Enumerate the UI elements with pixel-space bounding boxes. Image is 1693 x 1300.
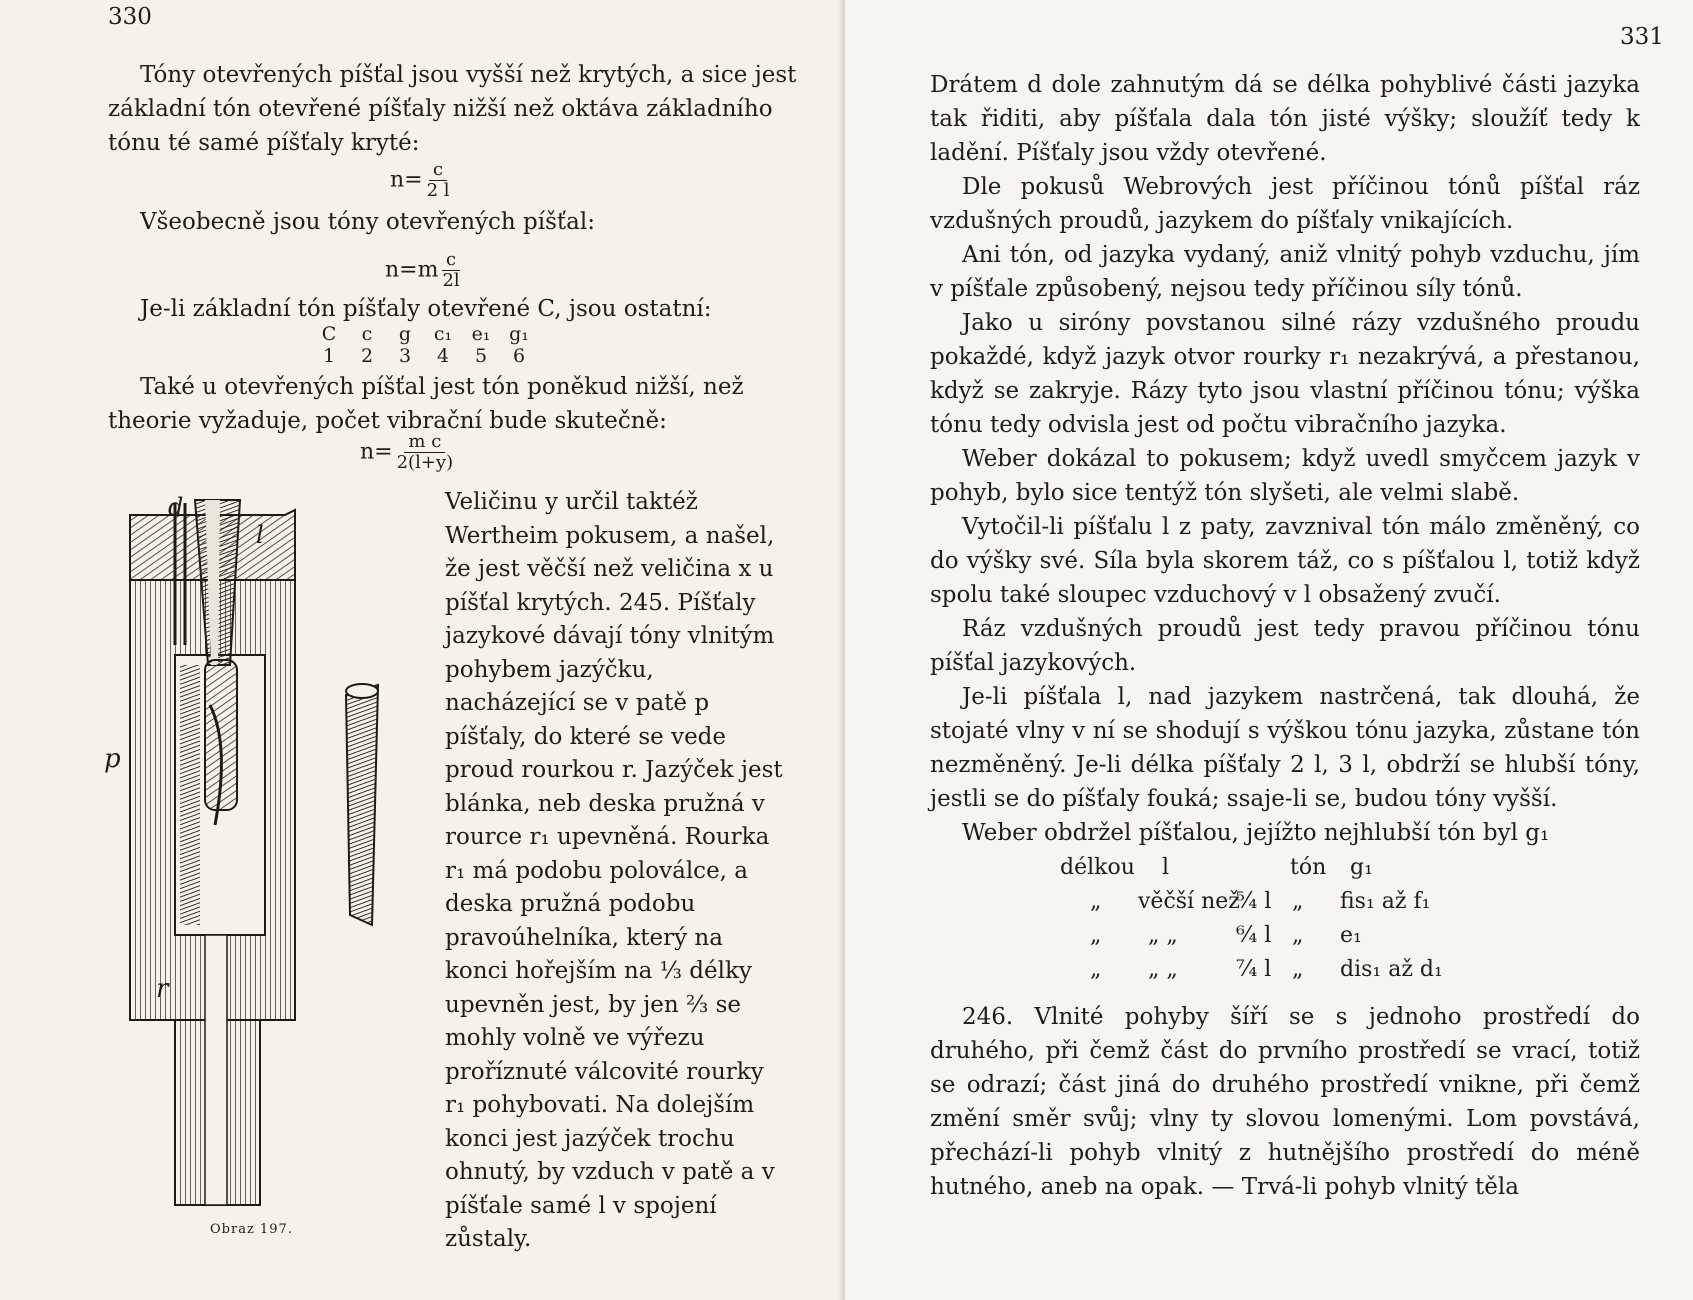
paragraph-bow-experiment: Weber dokázal to pokusem; když uvedl smyčcem jazyk v pohyb, bylo sice tentýž tón slyšeti, ale velmi slabě. — [930, 446, 1640, 506]
table-cell: ⁶⁄₄ l — [1236, 923, 1272, 948]
formula-open-pipe-fundamental — [390, 160, 454, 201]
page-number-right: 331 — [1620, 24, 1664, 50]
paragraph-246-refraction: 246. Vlnité pohyby šíří se s jednoho prostředí do druhého, při čemž část do prvního prostředí se vrací, totiž se odrazí; část jiná do druhého prostředí vnikne, při čemž změní směr svůj; vlny ty slovou lomenými. Lom povstává, přechází-li pohyb vlnitý z hutnějšího prostředí do méně hutného, aneb na opak. — Trvá-li pohyb vlnitý těla — [930, 1004, 1640, 1200]
formula-denominator: 2(l+y) — [396, 452, 454, 473]
note: c₁ — [433, 323, 453, 345]
paragraph-not-cause: Ani tón, od jazyka vydaný, aniž vlnitý pohyb vzduchu, jím v píšťale způsobený, nejsou tedy příčinou síly tónů. — [930, 242, 1640, 302]
tone-series — [310, 323, 538, 367]
table-cell: fis₁ až f₁ — [1340, 889, 1431, 914]
table-row — [930, 855, 1650, 889]
figure-label-l: l — [256, 521, 264, 549]
formula-numerator: c — [442, 250, 460, 271]
tone-series-numbers — [310, 345, 538, 367]
figure-caption: Obraz 197. — [210, 1222, 293, 1237]
table-cell: ⁷⁄₄ l — [1236, 957, 1272, 982]
table-cell: l — [1162, 855, 1170, 880]
table-cell: tón — [1290, 855, 1327, 880]
table-cell: věčší než — [1138, 889, 1240, 914]
table-row — [930, 957, 1650, 991]
paragraph-correction: Také u otevřených píšťal jest tón poněkud nižší, než theorie vyžaduje, počet vibrační bude skutečně: — [108, 374, 744, 434]
table-cell: dis₁ až d₁ — [1340, 957, 1443, 982]
figure-label-d: d — [168, 493, 184, 521]
page-number-left: 330 — [108, 4, 152, 30]
table-cell: „ — [1292, 889, 1304, 914]
formula-lhs: n=m — [385, 257, 439, 283]
paragraph-reed-pipes: Veličinu y určil taktéž Wertheim pokusem, a našel, že jest věčší než veličina x u píšťal krytých. 245. Píšťaly jazykové dávají tóny vlnitým pohybem jazýčku, nacházející se v patě p píšťaly, do které se vede proud rourkou r. Jazýček jest blánka, neb deska pružná v rource r₁ upevněná. Rourka r₁ má podobu poloválce, a deska pružná podobu pravoúhelníka, který na konci hořejším na ⅓ délky upevněn jest, by jen ⅔ se mohly volně ve výřezu proříznuté válcovité rourky r₁ pohybovati. Na dolejším konci jest jazýček trochu ohnutý, by vzduch v patě a v píšťale samé l v spojení zůstaly. — [445, 489, 783, 1252]
note: g₁ — [509, 323, 529, 345]
reed-pipe-figure — [104, 493, 450, 1225]
paragraph-weber-experiments: Dle pokusů Webrových jest příčinou tónů píšťal ráz vzdušných proudů, jazykem do píšťaly vnikajících. — [930, 174, 1640, 234]
formula-numerator: m c — [404, 432, 445, 453]
formula-lhs: n= — [390, 167, 423, 193]
harmonic-number: 1 — [322, 345, 336, 367]
table-cell: „ — [1292, 957, 1304, 982]
table-cell: „ — [1090, 957, 1102, 982]
table-cell: e₁ — [1340, 923, 1362, 948]
table-cell: „ — [1292, 923, 1304, 948]
formula-corrected — [360, 432, 457, 473]
paragraph-open-pipes: Tóny otevřených píšťal jsou vyšší než krytých, a sice jest základní tón otevřené píšťaly nižší než oktáva základního tónu té samé píšťaly kryté: — [108, 62, 797, 156]
table-cell: „ „ — [1148, 957, 1178, 982]
table-cell: g₁ — [1350, 855, 1373, 880]
table-row — [930, 889, 1650, 923]
left-page — [0, 0, 845, 1300]
harmonic-number: 5 — [474, 345, 488, 367]
table-cell: „ „ — [1148, 923, 1178, 948]
figure-label-p: p — [104, 744, 121, 774]
note: g — [398, 323, 412, 345]
table-cell: „ — [1090, 889, 1102, 914]
note: e₁ — [471, 323, 491, 345]
paragraph-weber-results: Weber obdržel píšťalou, jejížto nejhlubší tón byl g₁ — [962, 820, 1550, 846]
paragraph-general-tones: Všeobecně jsou tóny otevřených píšťal: — [140, 209, 595, 235]
formula-denominator: 2 l — [426, 180, 450, 201]
paragraph-true-cause: Ráz vzdušných proudů jest tedy pravou příčinou tónu píšťal jazykových. — [930, 616, 1640, 676]
table-cell: „ — [1090, 923, 1102, 948]
paragraph-unscrew: Vytočil-li píšťalu l z paty, zavznival tón málo změněný, co do výšky své. Síla byla skorem táž, co s píšťalou l, totiž když spolu také sloupec vzduchový v l obsažený zvučí. — [930, 514, 1640, 608]
harmonic-number: 2 — [360, 345, 374, 367]
note: C — [321, 323, 337, 345]
harmonic-number: 3 — [398, 345, 412, 367]
paragraph-sirene: Jako u siróny povstanou silné rázy vzdušného proudu pokaždé, když jazyk otvor rourky r₁ nezakrývá, a přestanou, když se zakryje. Rázy tyto jsou vlastní příčinou tónu; výška tónu tedy odvisla jest od počtu vibračního jazyka. — [930, 310, 1640, 438]
harmonic-number: 6 — [512, 345, 526, 367]
formula-numerator: c — [429, 160, 447, 181]
harmonic-number: 4 — [436, 345, 450, 367]
note: c — [361, 323, 373, 345]
table-cell: ⁵⁄₄ l — [1236, 889, 1272, 914]
formula-denominator: 2l — [442, 270, 460, 291]
paragraph-fundamental-c: Je-li základní tón píšťaly otevřené C, jsou ostatní: — [140, 296, 712, 322]
formula-general-tones — [385, 250, 464, 291]
paragraph-wire-tuning: Drátem d dole zahnutým dá se délka pohyblivé části jazyka tak řiditi, aby píšťala dala tón jisté výšky; sloužíť tedy k ladění. Píšťaly jsou vždy otevřené. — [930, 72, 1640, 166]
table-cell: délkou — [1060, 855, 1135, 880]
table-row — [930, 923, 1650, 957]
paragraph-standing-waves: Je-li píšťala l, nad jazykem nastrčená, tak dlouhá, že stojaté vlny v ní se shodují s výškou tónu jazyka, zůstane tón nezměněný. Je-li délka píšťaly 2 l, 3 l, obdrží se hlubší tóny, jestli se do píšťaly fouká; ssaje-li se, budou tóny vyšší. — [930, 684, 1640, 812]
tone-series-notes — [310, 323, 538, 345]
right-page — [845, 0, 1693, 1300]
figure-label-r: r — [156, 974, 169, 1004]
formula-lhs: n= — [360, 439, 393, 465]
